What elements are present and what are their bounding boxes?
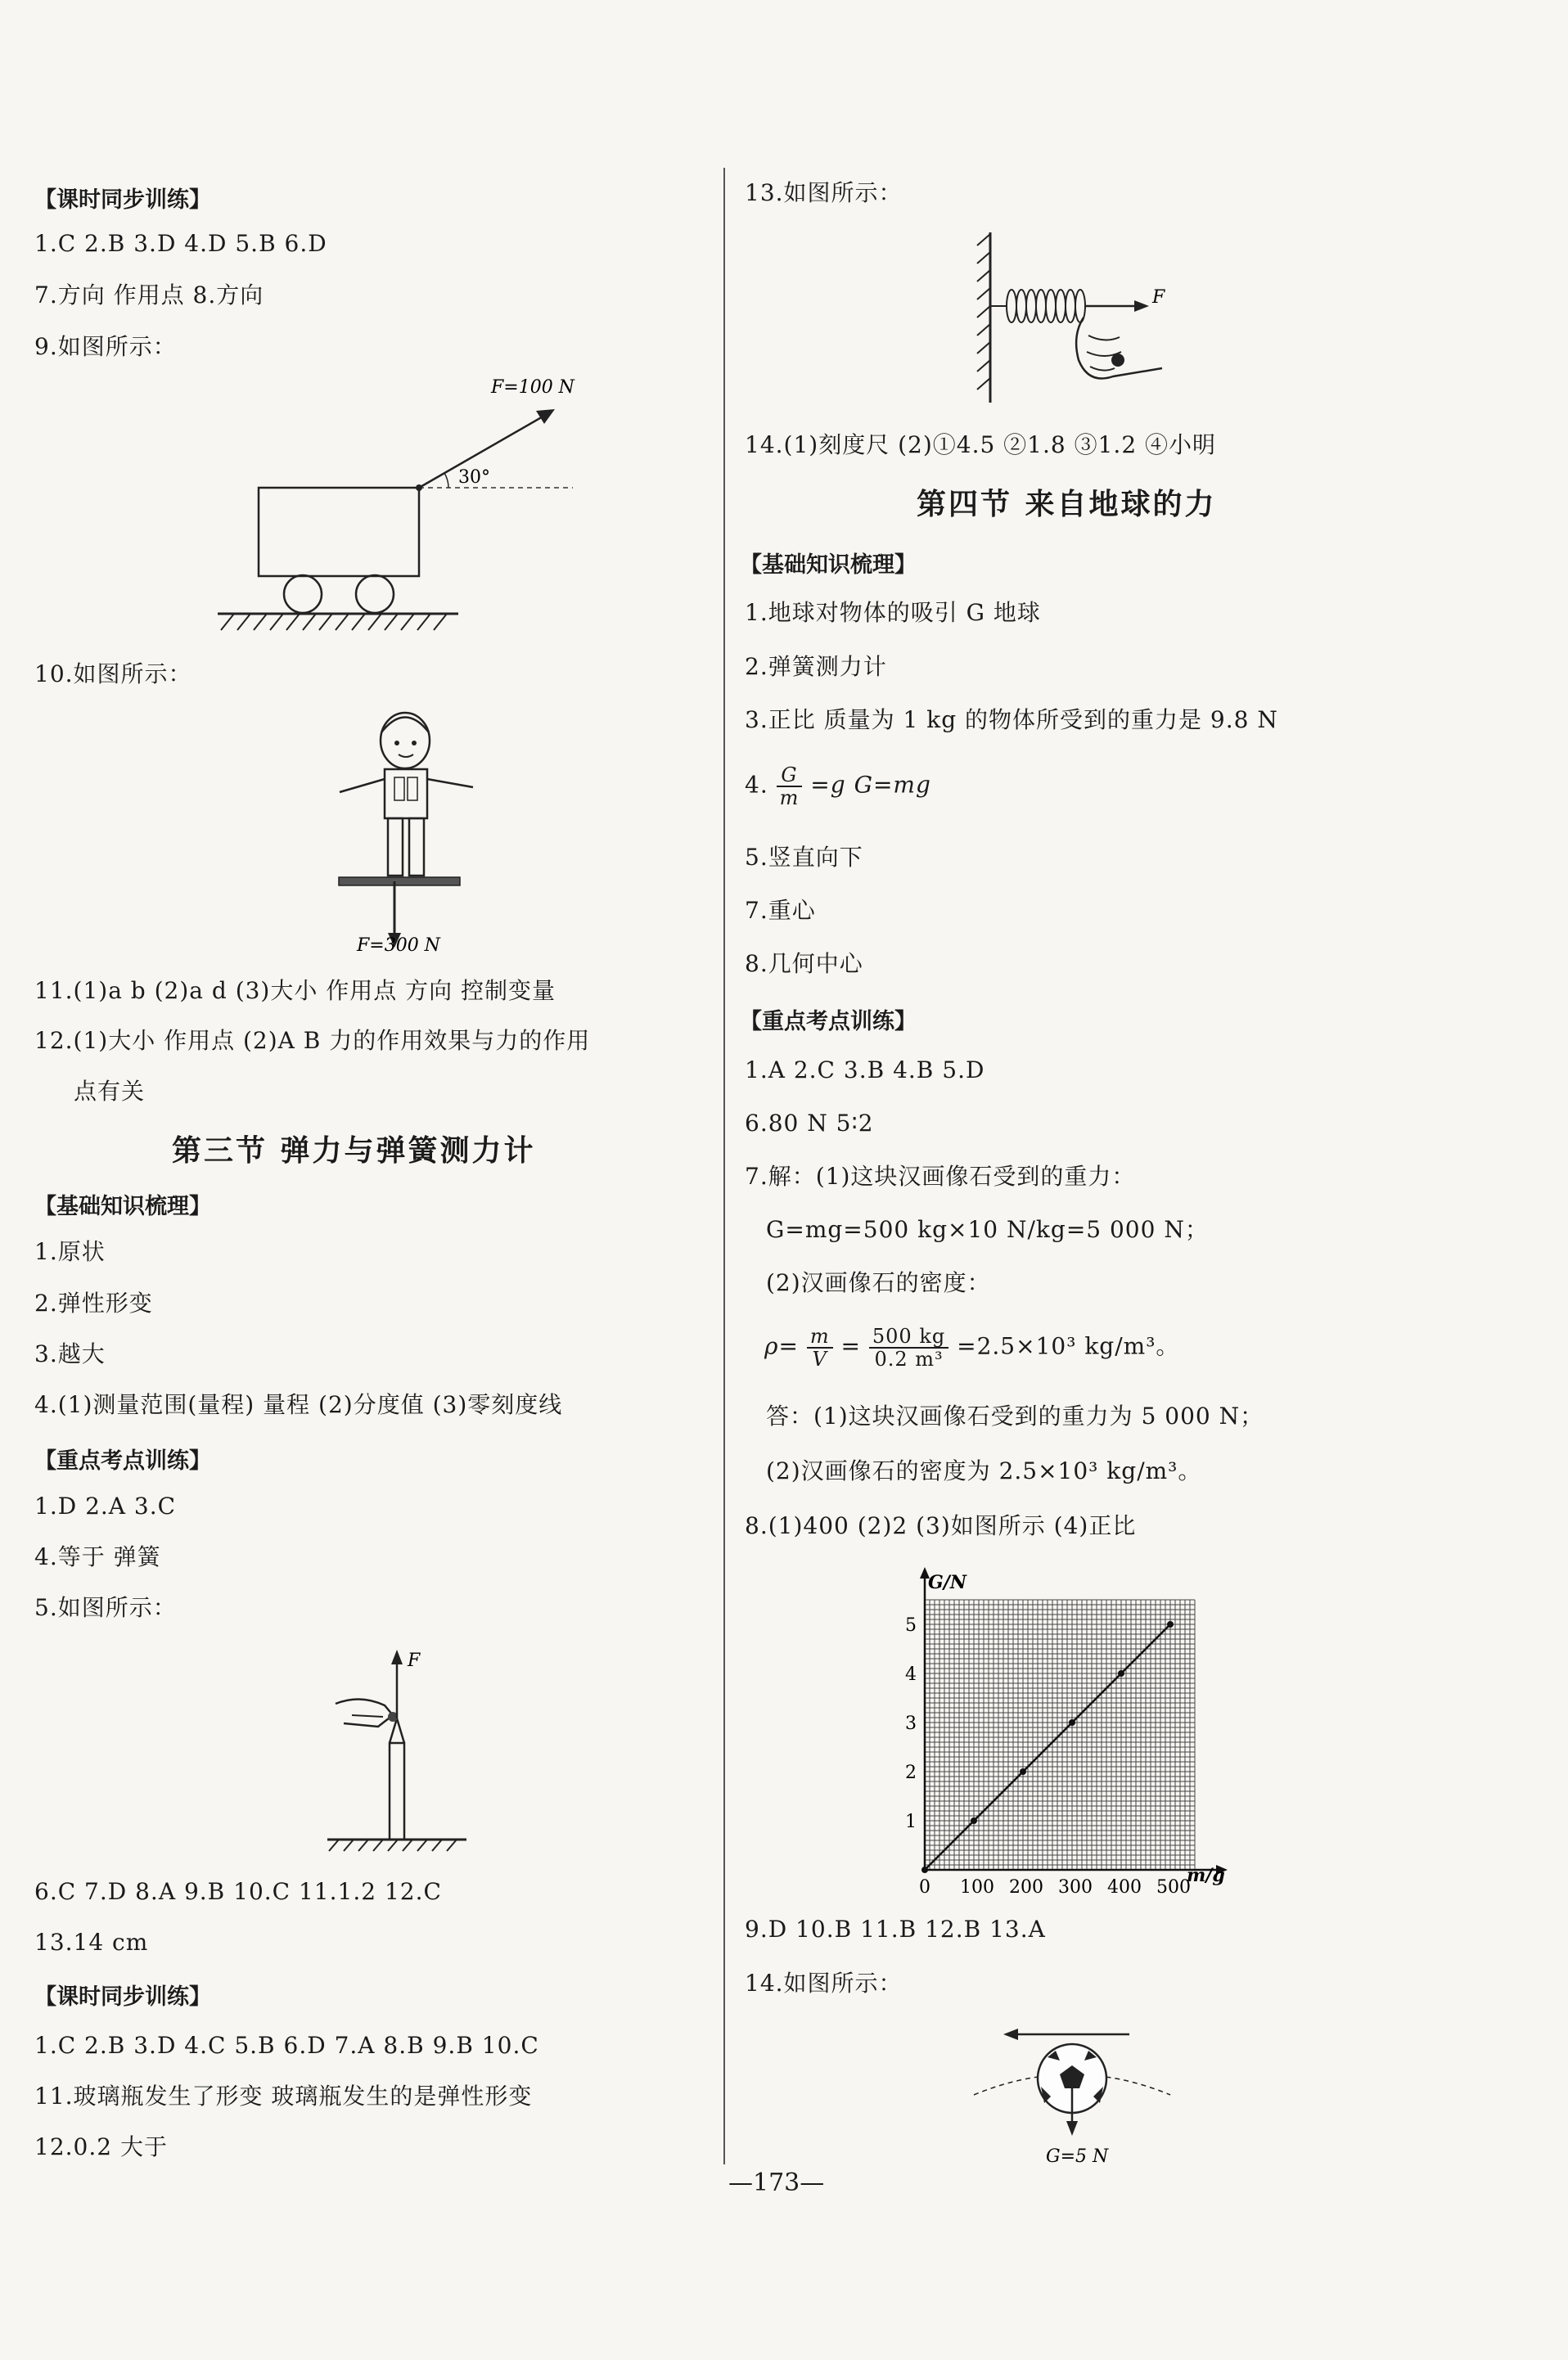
person-weight-diagram — [295, 704, 540, 974]
section-heading: 【重点考点训练】 — [740, 1009, 917, 1034]
formula-line: 4. $\frac{G}{m}$ =g G=mg — [745, 763, 931, 809]
x-tick-label: 0 — [919, 1877, 930, 1898]
data-point — [1069, 1719, 1075, 1726]
section-heading: 【重点考点训练】 — [34, 1448, 211, 1474]
answer-line: 9.如图所示： — [34, 333, 177, 360]
page-number: —173— — [728, 2169, 825, 2197]
answer-line: 9.D 10.B 11.B 12.B 13.A — [745, 1916, 1046, 1943]
answer-line: 1.C 2.B 3.D 4.D 5.B 6.D — [34, 230, 327, 257]
answer-line: 7.解：(1)这块汉画像石受到的重力： — [745, 1163, 1136, 1190]
force-label: F=300 N — [357, 935, 440, 956]
section-heading: 【课时同步训练】 — [34, 187, 211, 213]
answer-line: 8.(1)400 (2)2 (3)如图所示 (4)正比 — [745, 1512, 1137, 1539]
answer-line: 13.14 cm — [34, 1929, 149, 1956]
y-tick-label: 5 — [905, 1615, 917, 1636]
data-point — [1020, 1768, 1026, 1775]
force-label: F=100 N — [491, 377, 574, 398]
answer-line: 1.地球对物体的吸引 G 地球 — [745, 599, 1041, 626]
answer-line: 答：(1)这块汉画像石受到的重力为 5 000 N； — [766, 1403, 1264, 1430]
answer-line: 6.C 7.D 8.A 9.B 10.C 11.1.2 12.C — [34, 1878, 442, 1905]
answer-line: 13.如图所示： — [745, 179, 903, 206]
answer-line: (2)汉画像石的密度为 2.5×10³ kg/m³。 — [766, 1457, 1202, 1484]
angle-label: 30° — [458, 467, 490, 488]
fraction: $\frac{500 kg}{\text{0.2 m³}}$ — [869, 1326, 948, 1370]
answer-line: 1.原状 — [34, 1238, 106, 1265]
formula-line: ρ= $\frac{m}{V}$ = $\frac{500 kg}{\text{0.2 m³}}$ =2.5×10³ kg/m³。 — [764, 1325, 1180, 1371]
answer-line: 6.80 N 5∶2 — [745, 1110, 874, 1137]
x-tick-label: 100 — [960, 1877, 994, 1898]
answer-line: 2.弹簧测力计 — [745, 653, 887, 680]
answer-line: 12.0.2 大于 — [34, 2133, 168, 2160]
section-heading: 【基础知识梳理】 — [34, 1194, 211, 1219]
answer-line: 11.(1)a b (2)a d (3)大小 作用点 方向 控制变量 — [34, 977, 556, 1004]
x-tick-label: 400 — [1107, 1877, 1142, 1898]
y-tick-label: 1 — [905, 1812, 917, 1832]
answer-line: 3.正比 质量为 1 kg 的物体所受到的重力是 9.8 N — [745, 706, 1278, 733]
section-heading: 【基础知识梳理】 — [740, 552, 917, 578]
answer-line: 1.A 2.C 3.B 4.B 5.D — [745, 1056, 985, 1083]
column-divider — [723, 168, 725, 2164]
answer-line: 1.C 2.B 3.D 4.C 5.B 6.D 7.A 8.B 9.B 10.C — [34, 2032, 539, 2059]
football-gravity-diagram — [966, 2021, 1195, 2169]
x-tick-label: 300 — [1058, 1877, 1093, 1898]
x-axis-label: m/g — [1187, 1865, 1225, 1886]
answer-line: 10.如图所示： — [34, 660, 192, 687]
answer-line: 4.等于 弹簧 — [34, 1543, 161, 1570]
force-label: G=5 N — [1046, 2146, 1109, 2167]
answer-line: 1.D 2.A 3.C — [34, 1493, 177, 1520]
section-title: 第四节 来自地球的力 — [917, 487, 1217, 521]
x-tick-label: 200 — [1009, 1877, 1043, 1898]
data-point — [971, 1817, 977, 1824]
x-tick-label: 500 — [1156, 1877, 1191, 1898]
pencil-force-diagram — [303, 1637, 516, 1858]
answer-line: 3.越大 — [34, 1340, 106, 1367]
cart-force-diagram — [188, 368, 614, 646]
force-label: F — [1152, 287, 1165, 308]
answer-line: G=mg=500 kg×10 N/kg=5 000 N； — [766, 1216, 1209, 1243]
answer-line: 8.几何中心 — [745, 950, 863, 977]
answer-line: 2.弹性形变 — [34, 1290, 153, 1317]
answer-line: 点有关 — [74, 1078, 146, 1105]
force-label: F — [408, 1651, 421, 1671]
answer-line: 11.玻璃瓶发生了形变 玻璃瓶发生的是弹性形变 — [34, 2083, 533, 2110]
y-tick-label: 3 — [905, 1714, 917, 1734]
answer-line: 7.重心 — [745, 897, 816, 924]
answer-line: 5.竖直向下 — [745, 844, 863, 871]
y-tick-label: 2 — [905, 1763, 917, 1783]
data-point — [1167, 1621, 1174, 1628]
section-heading: 【课时同步训练】 — [34, 1984, 211, 2010]
answer-line: (2)汉画像石的密度： — [766, 1269, 991, 1296]
answer-line: 4.(1)测量范围(量程) 量程 (2)分度值 (3)零刻度线 — [34, 1391, 563, 1418]
weight-mass-chart — [884, 1559, 1228, 1911]
section-title: 第三节 弹力与弹簧测力计 — [172, 1133, 536, 1168]
answer-line: 5.如图所示： — [34, 1594, 177, 1621]
answer-line: 14.(1)刻度尺 (2)①4.5 ②1.8 ③1.2 ④小明 — [745, 431, 1217, 458]
spring-wall-diagram — [974, 229, 1187, 409]
answer-line: 14.如图所示： — [745, 1970, 903, 1997]
fraction: $\frac{G}{m}$ — [777, 764, 803, 808]
y-tick-label: 4 — [905, 1664, 917, 1685]
y-axis-label: G/N — [928, 1572, 966, 1593]
data-point — [1118, 1670, 1124, 1677]
answer-line: 12.(1)大小 作用点 (2)A B 力的作用效果与力的作用 — [34, 1027, 591, 1054]
fraction: $\frac{m}{V}$ — [807, 1326, 833, 1370]
data-point — [921, 1867, 928, 1873]
answer-line: 7.方向 作用点 8.方向 — [34, 281, 264, 309]
